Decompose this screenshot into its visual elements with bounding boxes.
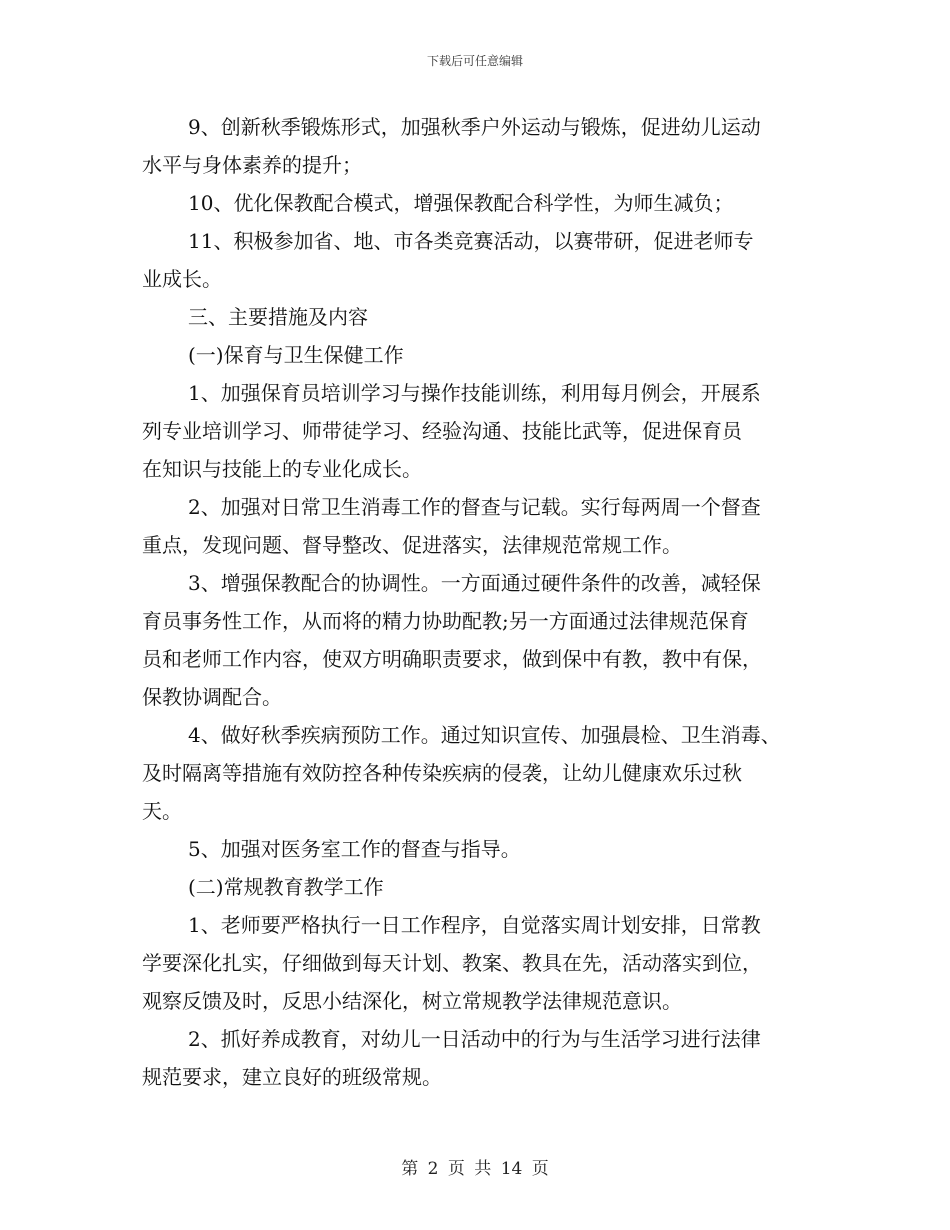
text-line: 1、老师要严格执行一日工作程序，自觉落实周计划安排，日常教 — [188, 913, 761, 937]
text-line: 9、创新秋季锻炼形式，加强秋季户外运动与锻炼，促进幼儿运动 — [188, 115, 761, 139]
document-body — [142, 108, 812, 1096]
text-line: 水平与身体素养的提升； — [142, 153, 362, 177]
text-line: 5、加强对医务室工作的督查与指导。 — [188, 837, 521, 861]
text-line: 1、加强保育员培训学习与操作技能训练，利用每月例会，开展系 — [188, 381, 761, 405]
page-header: 下载后可任意编辑 — [426, 54, 523, 68]
text-line: 10、优化保教配合模式，增强保教配合科学性，为师生减负； — [188, 191, 734, 215]
text-line: 保教协调配合。 — [142, 685, 282, 709]
text-line: 2、抓好养成教育，对幼儿一日活动中的行为与生活学习进行法律 — [188, 1027, 761, 1051]
text-line: 11、积极参加省、地、市各类竞赛活动，以赛带研，促进老师专 — [188, 229, 754, 253]
text-line: 在知识与技能上的专业化成长。 — [142, 457, 422, 481]
text-line: 4、做好秋季疾病预防工作。通过知识宣传、加强晨检、卫生消毒、 — [188, 723, 781, 747]
text-line: 育员事务性工作，从而将的精力协助配教;另一方面通过法律规范保育 — [142, 609, 749, 633]
text-line: 规范要求，建立良好的班级常规。 — [142, 1065, 442, 1089]
text-line: 观察反馈及时，反思小结深化，树立常规教学法律规范意识。 — [142, 989, 682, 1013]
text-line: 及时隔离等措施有效防控各种传染疾病的侵袭，让幼儿健康欢乐过秋 — [142, 761, 742, 785]
page-number: 第 2 页 共 14 页 — [401, 1159, 549, 1179]
text-line: 3、增强保教配合的协调性。一方面通过硬件条件的改善，减轻保 — [188, 571, 761, 595]
subsection-heading: (一)保育与卫生保健工作 — [188, 343, 404, 367]
text-line: 2、加强对日常卫生消毒工作的督查与记载。实行每两周一个督查 — [188, 495, 761, 519]
text-line: 学要深化扎实，仔细做到每天计划、教案、教具在先，活动落实到位， — [142, 951, 762, 975]
text-line: 重点，发现问题、督导整改、促进落实，法律规范常规工作。 — [142, 533, 682, 557]
text-line: 业成长。 — [142, 267, 222, 291]
text-line: 天。 — [142, 799, 182, 823]
text-line: 员和老师工作内容，使双方明确职责要求，做到保中有教，教中有保， — [142, 647, 762, 671]
text-line: 列专业培训学习、师带徒学习、经验沟通、技能比武等，促进保育员 — [142, 419, 742, 443]
section-heading: 三、主要措施及内容 — [188, 305, 368, 329]
subsection-heading: (二)常规教育教学工作 — [188, 875, 384, 899]
